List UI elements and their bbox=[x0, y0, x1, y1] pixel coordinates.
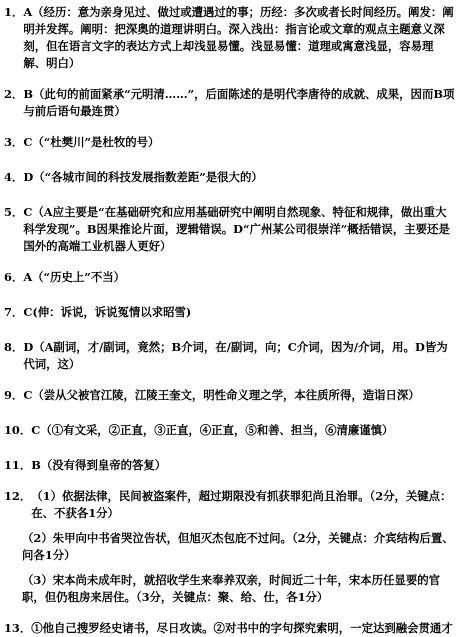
item-number: 9． bbox=[4, 388, 24, 402]
item-text: C（尝从父被官江陵，江陵王奎文，明性命义理之学，本往质所得，造诣日深） bbox=[23, 388, 420, 402]
item-number: 7． bbox=[4, 305, 24, 319]
item-text: D（A副词，才/副词，竟然；B介词，在/副词，向；C介词，因为/介词，用。D皆为代词，这） bbox=[23, 340, 448, 371]
item-number: 8． bbox=[4, 340, 24, 354]
item-text: ①他自己搜罗经史诸书，尽日攻读。②对书中的字句探究索明，一定达到融会贯通才 bbox=[31, 621, 453, 635]
item-text: D（“各城市间的科技发展指数差距”是很大的） bbox=[23, 170, 263, 184]
answer-item-12-part-3 bbox=[22, 572, 456, 606]
answer-item-13 bbox=[4, 620, 456, 637]
item-number: 6． bbox=[4, 270, 24, 284]
item-number: 2． bbox=[4, 87, 24, 101]
item-number: 13． bbox=[4, 621, 32, 635]
item-text: C（A应主要是“在基础研究和应用基础研究中阐明自然现象、特征和规律，做出重大科学发现”。B因果推论片面，逻辑错误。D“广州某公司很崇洋”概括错误，主要还是国外的高端工业机器人更好） bbox=[23, 205, 450, 253]
answer-item-10 bbox=[4, 422, 456, 439]
item-text: C(伸：诉说，诉说冤情以求昭雪) bbox=[23, 305, 192, 319]
item-number: 12． bbox=[4, 489, 32, 503]
item-text: C（①有文采，②正直，③正直，④正直，⑤和善、担当，⑥清廉谨慎） bbox=[31, 423, 394, 437]
answer-item-6 bbox=[4, 269, 456, 286]
answer-item-1 bbox=[4, 4, 456, 72]
item-number: 4． bbox=[4, 170, 24, 184]
answer-item-5 bbox=[4, 204, 456, 255]
answer-item-2 bbox=[4, 86, 456, 120]
answer-item-7 bbox=[4, 304, 456, 321]
answer-item-12 bbox=[4, 488, 456, 522]
item-text: （3）宋本尚未成年时，就招收学生来奉养双亲，时间近二十年，宋本历任显要的官职，但仍租房来居住。（3分，关键点：聚、给、仕，各1分） bbox=[22, 573, 440, 604]
item-number: 5． bbox=[4, 205, 24, 219]
item-number: 10． bbox=[4, 423, 32, 437]
item-text: C（“杜樊川”是杜牧的号） bbox=[23, 135, 160, 149]
item-text: B（此句的前面紧承“元明清……”，后面陈述的是明代李唐待的成就、成果，因而B项与前后语句最连贯） bbox=[23, 87, 455, 118]
item-text: A（经历：意为亲身见过、做过或遭遇过的事；历经：多次或者长时间经历。阐发：阐明并发挥。阐明：把深奥的道理讲明白。深入浅出：指言论或文章的观点主题意义深刻，但在语言文字的表达方式上却浅显易懂。浅显易懂：道理或寓意浅显，容易理解、明白） bbox=[23, 5, 454, 70]
item-number: 3． bbox=[4, 135, 24, 149]
item-text: （1）依据法律，民间被盗案件，超过期限没有抓获罪犯尚且治罪。（2分，关键点：在、不获各1分） bbox=[31, 489, 452, 520]
answer-item-11 bbox=[4, 457, 456, 474]
answer-item-8 bbox=[4, 339, 456, 373]
answer-item-12-part-2 bbox=[22, 530, 456, 564]
answer-item-3 bbox=[4, 134, 456, 151]
answer-item-9 bbox=[4, 387, 456, 404]
item-number: 11． bbox=[4, 458, 32, 472]
answer-item-4 bbox=[4, 169, 456, 186]
item-text: （2）朱甲向中书省哭泣告状，但旭灭杰包庇不过问。（2分，关键点：介宾结构后置、问各1分） bbox=[22, 531, 454, 562]
item-text: A（“历史上”不当） bbox=[23, 270, 126, 284]
item-number: 1． bbox=[4, 5, 24, 19]
item-text: B（没有得到皇帝的答复） bbox=[31, 458, 167, 472]
